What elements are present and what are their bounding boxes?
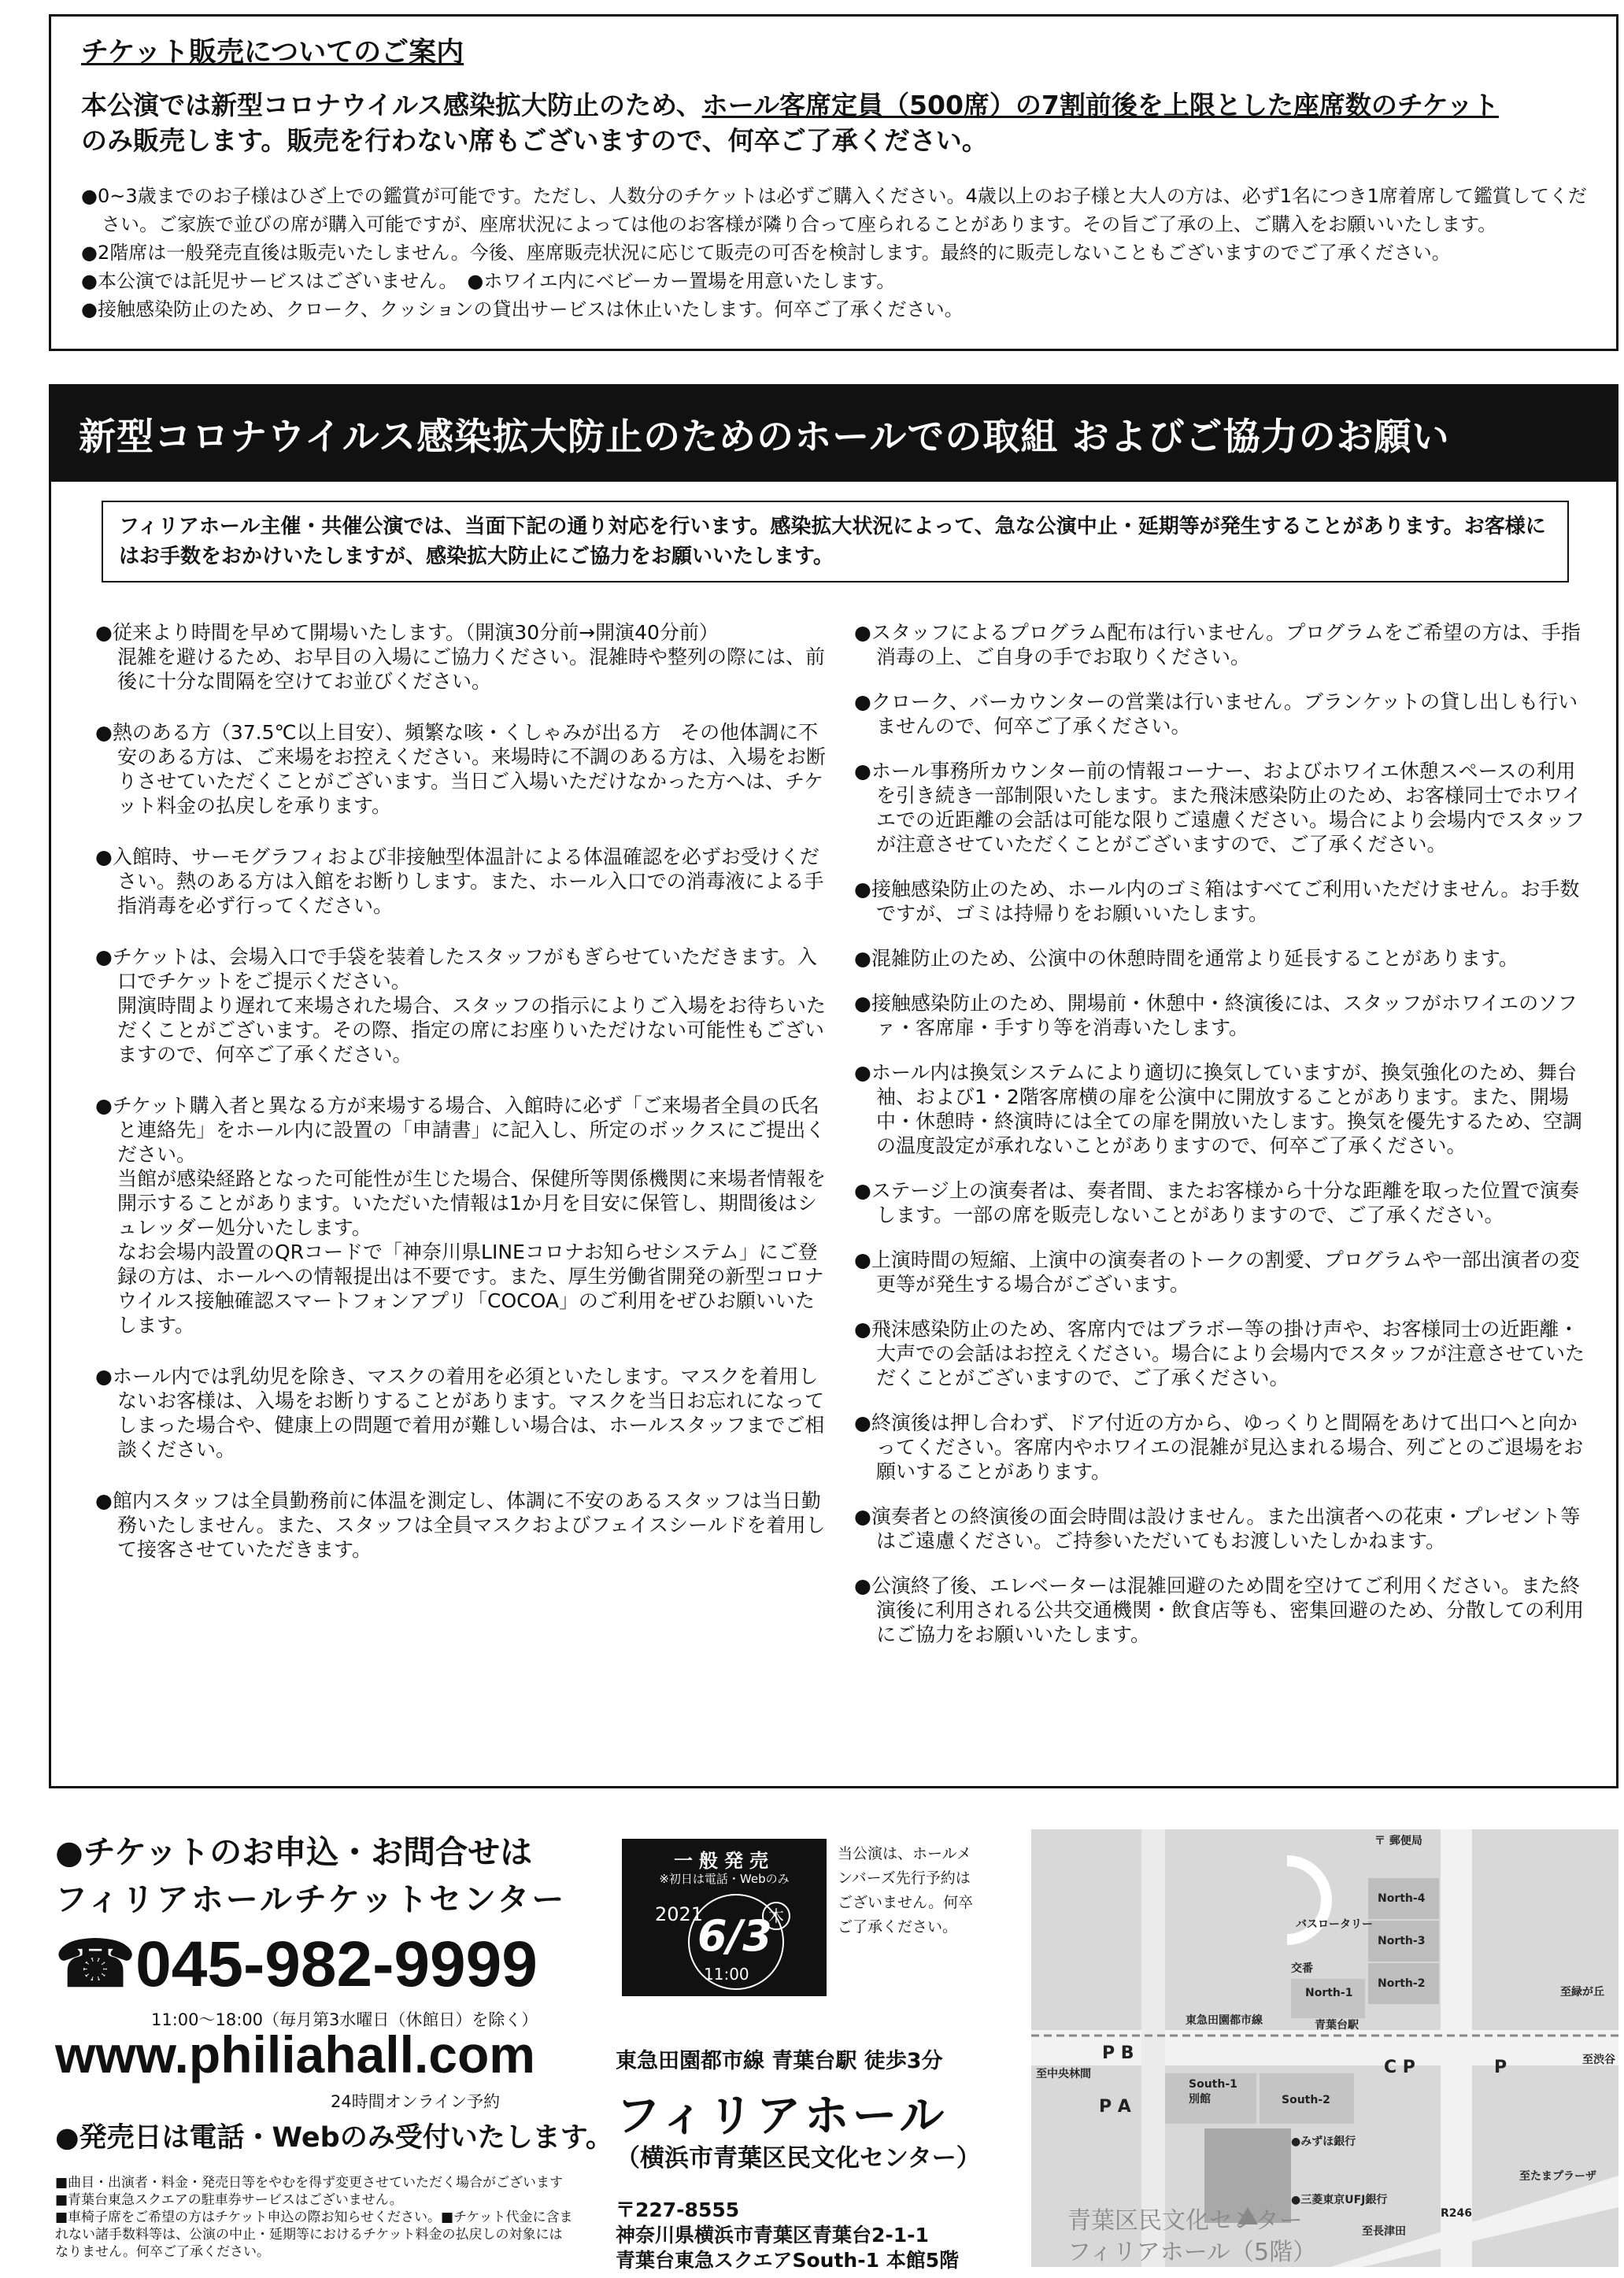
measures-box — [49, 482, 1618, 1788]
map-koban: 交番 — [1291, 1962, 1313, 1975]
map-bus-rotary: バスロータリー — [1296, 1918, 1373, 1931]
address-line: 青葉台東急スクエアSouth-1 本館5階 — [616, 2249, 960, 2272]
measures-right-column — [854, 620, 1586, 1647]
map-to-nagatsuta: 至中央林間 — [1036, 2068, 1091, 2080]
access-map — [1031, 1829, 1618, 2267]
measure-item: ● ホール内は換気システムにより適切に換気していますが、換気強化のため、舞台袖、および1・2階客席横の扉を公演中に開放することがあります。また、開場中・休憩時・終演時には全ての扉を開放いたします。換気を優先するため、空調の温度設定が承れないことがありますので、何卒ご了承ください。 — [854, 1060, 1586, 1158]
sale-date: 6/3 — [697, 1911, 772, 1961]
map-parking-cp: C P — [1384, 2058, 1415, 2077]
measure-item: ● スタッフによるプログラム配布は行いません。プログラムをご希望の方は、手指消毒の上、ご自身の手でお取りください。 — [854, 620, 1586, 669]
ticket-info-intro — [81, 87, 1600, 158]
hall-name: フィリアホール — [616, 2090, 948, 2142]
map-north1: North-1 — [1305, 1987, 1353, 1999]
phone-number[interactable]: ☎045-982-9999 — [55, 1929, 538, 2000]
map-station: 青葉台駅 — [1315, 2019, 1359, 2032]
measure-item: ● 混雑防止のため、公演中の休憩時間を通常より延長することがあります。 — [854, 946, 1586, 971]
footer-section — [49, 1818, 1618, 2278]
ticket-center-name: フィリアホールチケットセンター — [55, 1880, 567, 1918]
fine-print-line: ■曲目・出演者・料金・発売日等をやむを得ず変更させていただく場合がございます ■青葉台東急スクエアの駐車券サービスはございません。 — [55, 2175, 564, 2208]
sale-title: 一般発売 — [674, 1850, 775, 1872]
hall-subname: （横浜市青葉区民文化センター） — [616, 2144, 981, 2173]
sale-note: ※初日は電話・Webのみ — [659, 1872, 790, 1886]
map-to-plaza: 至たまプラーザ — [1519, 2170, 1596, 2183]
map-mizuho: ●みずほ銀行 — [1291, 2136, 1356, 2148]
map-north2: North-2 — [1378, 1977, 1426, 1990]
map-caption — [1067, 2206, 1316, 2267]
intro-part-a: 本公演では新型コロナウイルス感染拡大防止のため、 — [81, 90, 702, 120]
ticket-info-heading: チケット販売についてのご案内 — [81, 37, 464, 68]
measure-item: ● 上演時間の短縮、上演中の演奏者のトークの割愛、プログラムや一部出演者の変更等が発生する場合がございます。 — [854, 1248, 1586, 1296]
map-parking-p: P — [1494, 2058, 1507, 2077]
website-note: 24時間オンライン予約 — [331, 2092, 501, 2111]
ticket-notes-list — [81, 182, 1600, 324]
website-link[interactable]: www.philiahall.com — [55, 2025, 535, 2084]
map-r246: R246 — [1441, 2207, 1473, 2220]
map-to-ichigao: 至長津田 — [1362, 2225, 1406, 2238]
sale-year: 2021 — [655, 1903, 704, 1925]
measures-left-column — [95, 620, 827, 1562]
measure-item: ● 入館時、サーモグラフィおよび非接触型体温計による体温確認を必ずお受けください。熱のある方は入館をお断りします。また、ホール入口での消毒液による手指消毒を必ず行ってください。 — [95, 845, 827, 918]
intro-underlined: ホール客席定員（500席）の7割前後を上限とした座席数のチケット — [701, 90, 1499, 120]
measure-item: ● ステージ上の演奏者は、奏者間、またお客様から十分な距離を取った位置で演奏します。一部の席を販売しないことがありますので、ご了承ください。 — [854, 1178, 1586, 1227]
sale-weekday: 木 — [762, 1902, 790, 1930]
map-parking-pb: P B — [1102, 2043, 1134, 2063]
map-to-shibuya: 至渋谷 — [1582, 2054, 1615, 2066]
map-north3: North-3 — [1378, 1935, 1426, 1947]
measure-item: ● ホール事務所カウンター前の情報コーナー、およびホワイエ休憩スペースの利用を引き続き一部制限いたします。また飛沫感染防止のため、お客様同士でホワイエでの近距離の会話は可能な限りご遠慮ください。場合により会場内でスタッフが注意させていただくことがございますので、ご了承ください。 — [854, 759, 1586, 856]
map-north4: North-4 — [1378, 1892, 1426, 1905]
fine-print-line: ■車椅子席をご希望の方はチケット申込の際お知らせください。■チケット代金に含まれない諸手数料等は、公演の中止・延期等におけるチケット料金の払戻しの対象にはなりません。何卒ご了承ください。 — [55, 2210, 573, 2260]
measures-lead: フィリアホール主催・共催公演では、当面下記の通り対応を行います。感染拡大状況によって、急な公演中止・延期等が発生することがあります。お客様にはお手数をおかけいたしますが、感染拡大防止にご協力をお願いいたします。 — [102, 501, 1569, 582]
measure-item: ● 飛沫感染防止のため、客席内ではブラボー等の掛け声や、お客様同士の近距離・大声での会話はお控えください。場合により会場内でスタッフが注意させていただくことがございますので、ご了承ください。 — [854, 1317, 1586, 1390]
covid-banner — [49, 384, 1618, 482]
zip-code: 〒227-8555 — [616, 2198, 740, 2221]
measure-item: ● クローク、バーカウンターの営業は行いません。ブランケットの貸し出しも行いませんので、何卒ご了承ください。 — [854, 690, 1586, 738]
phone-hours: 11:00～18:00（毎月第3水曜日（休館日）を除く） — [151, 2010, 538, 2029]
sale-time: 11:00 — [704, 1965, 749, 1984]
measure-item: ● チケットは、会場入口で手袋を装着したスタッフがもぎらせていただきます。入口でチケットをご提示ください。 開演時間より遅れて来場された場合、スタッフの指示によりご入場をお待ちいただくことがございます。その際、指定の席にお座りいただけない可能性もございますので、何卒ご了承ください。 — [95, 945, 827, 1067]
map-south1: South-1 別館 — [1189, 2078, 1237, 2106]
ticket-note: ●本公演では託児サービスはございません。 ●ホワイエ内にベビーカー置場を用意いたします。 — [81, 270, 896, 292]
measure-item: ● 演奏者との終演後の面会時間は設けません。また出演者への花束・プレゼント等はご遠慮ください。ご持参いただいてもお渡しいたしかねます。 — [854, 1504, 1586, 1553]
map-rail-line: 東急田園都市線 — [1186, 2014, 1263, 2027]
map-parking-pa: P A — [1099, 2097, 1131, 2117]
measure-item: ● 館内スタッフは全員勤務前に体温を測定し、体調に不安のあるスタッフは当日勤務いたしません。また、スタッフは全員マスクおよびフェイスシールドを着用して接客させていただきます。 — [95, 1488, 827, 1562]
ticket-note: ●接触感染防止のため、クローク、クッションの貸出サービスは休止いたします。何卒ご了承ください。 — [81, 298, 964, 320]
members-note: 当公演は、ホールメンバーズ先行予約はございません。何卒ご了承ください。 — [838, 1845, 974, 1936]
map-south2: South-2 — [1282, 2094, 1330, 2106]
station-access: 東急田園都市線 青葉台駅 徒歩3分 — [616, 2049, 943, 2073]
hall-address — [616, 2198, 959, 2273]
measure-item: ● 公演終了後、エレベーターは混雑回避のため間を空けてご利用ください。また終演後に利用される公共交通機関・飲食店等も、密集回避のため、分散しての利用にご協力をお願いいたします。 — [854, 1574, 1586, 1647]
ticket-note: ●0~3歳までのお子様はひざ上での鑑賞が可能です。ただし、人数分のチケットは必ずご購入ください。4歳以上のお子様と大人の方は、必ず1名につき1席着席して鑑賞してください。ご家族で並びの席が購入可能ですが、座席状況によっては他のお客様が隣り合って座られることがあります。その旨ご了承の上、ご購入をお願いいたします。 — [81, 185, 1587, 235]
measure-item: ● ホール内では乳幼児を除き、マスクの着用を必須といたします。マスクを着用しないお客様は、入場をお断りすることがあります。マスクを当日お忘れになってしまった場合や、健康上の問題で着用が難しい場合は、ホールスタッフまでご相談ください。 — [95, 1364, 827, 1462]
intro-part-b: のみ販売します。販売を行わない席もございますので、何卒ご了承ください。 — [81, 125, 988, 156]
ticket-info-box — [49, 14, 1618, 351]
contact-heading: ●チケットのお申込・お問合せは — [55, 1833, 533, 1871]
banner-title: 新型コロナウイルス感染拡大防止のためのホールでの取組 およびご協力のお願い — [79, 416, 1450, 459]
map-mufg: ●三菱東京UFJ銀行 — [1291, 2194, 1388, 2206]
map-post-office: 〒 郵便局 — [1374, 1835, 1422, 1847]
sale-method-note: ●発売日は電話・Webのみ受付いたします。 — [55, 2122, 613, 2154]
measure-item: ● 終演後は押し合わず、ドア付近の方から、ゆっくりと間隔をあけて出口へと向かってください。客席内やホワイエの混雑が見込まれる場合、列ごとのご退場をお願いすることがあります。 — [854, 1411, 1586, 1484]
map-to-aobagaoka: 至緑が丘 — [1560, 1986, 1604, 1999]
measure-item: ● 接触感染防止のため、ホール内のゴミ箱はすべてご利用いただけません。お手数ですが、ゴミは持帰りをお願いいたします。 — [854, 877, 1586, 926]
measure-item: ● チケット購入者と異なる方が来場する場合、入館時に必ず「ご来場者全員の氏名と連絡先」をホール内に設置の「申請書」に記入し、所定のボックスにご提出ください。 当館が感染経路となった可能性が生じた場合、保健所等関係機関に来場者情報を開示することがあります。いただいた情報は1か月を目安に保管し、期間後はシュレッダー処分いたします。 なお会場内設置のQRコードで「神奈川県LINEコロナお知らせシステム」にご登録の方は、ホールへの情報提出は不要です。また、厚生労働省開発の新型コロナウイルス接触確認スマートフォンアプリ「COCOA」のご利用をぜひお願いいたします。 — [95, 1093, 827, 1337]
measure-item: ● 熱のある方（37.5℃以上目安）、頻繁な咳・くしゃみが出る方 その他体調に不安のある方は、ご来場をお控えください。来場時に不調のある方は、入場をお断りさせていただくことがございます。当日ご入場いただけなかった方へは、チケット料金の払戻しを承ります。 — [95, 720, 827, 818]
map-caption-line: フィリアホール（5階） — [1067, 2239, 1317, 2266]
measure-item: ● 従来より時間を早めて開場いたします。（開演30分前→開演40分前） 混雑を避けるため、お早目の入場にご協力ください。混雑時や整列の際には、前後に十分な間隔を空けてお並びください。 — [95, 620, 827, 693]
sale-date-box — [622, 1839, 827, 1996]
address-line: 神奈川県横浜市青葉区青葉台2-1-1 — [616, 2224, 929, 2247]
ticket-note: ●2階席は一般発売直後は販売いたしません。今後、座席販売状況に応じて販売の可否を検討します。最終的に販売しないこともございますのでご了承ください。 — [81, 242, 1451, 264]
fine-print — [55, 2174, 575, 2261]
measure-item: ● 接触感染防止のため、開場前・休憩中・終演後には、スタッフがホワイエのソファ・客席扉・手すり等を消毒いたします。 — [854, 991, 1586, 1040]
map-caption-line: 青葉区民文化センター — [1067, 2207, 1303, 2235]
